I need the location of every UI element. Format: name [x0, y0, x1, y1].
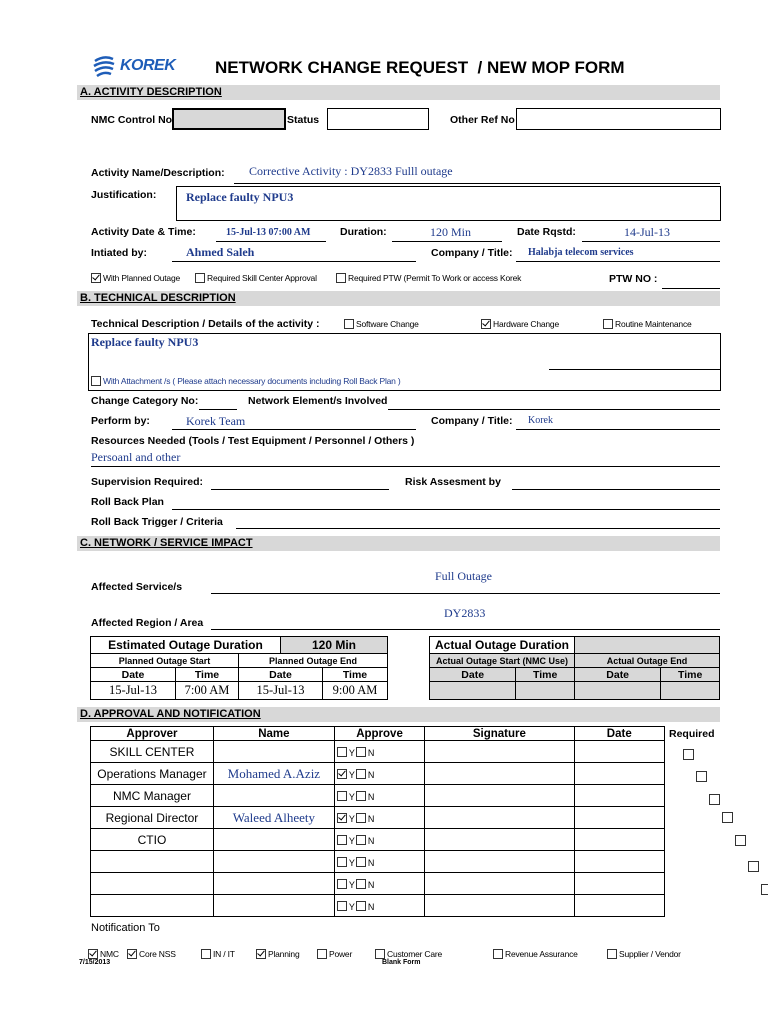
ptw-no-line	[662, 288, 720, 289]
ptw-checkbox[interactable]: Required PTW (Permit To Work or access Korek	[336, 269, 521, 287]
approver-cell: CTIO	[91, 829, 214, 851]
actual-end-time-cell[interactable]	[661, 682, 720, 700]
change-category-line	[199, 409, 237, 410]
network-element-label: Network Element/s Involved	[248, 395, 388, 407]
affected-region-value: DY2833	[444, 606, 486, 620]
end-date-value: 15-Jul-13	[239, 682, 323, 700]
approval-row	[91, 829, 665, 851]
rollback-trigger-line	[236, 528, 720, 529]
software-check-icon	[344, 319, 354, 329]
affected-service-value: Full Outage	[435, 569, 492, 583]
approve-no-checkbox[interactable]	[356, 747, 366, 757]
notify-label: IN / IT	[213, 948, 235, 959]
approve-yes-checkbox[interactable]	[337, 791, 347, 801]
perform-by-label: Perform by:	[91, 415, 150, 427]
company-value-b: Korek	[528, 415, 553, 426]
approve-cell	[334, 873, 424, 895]
duration-value: 120 Min	[430, 225, 472, 239]
start-date-header: Date	[91, 668, 176, 682]
approval-row	[91, 873, 665, 895]
perform-by-value: Korek Team	[186, 414, 246, 428]
actual-outage-title: Actual Outage Duration	[430, 637, 575, 654]
actual-start-time-cell[interactable]	[516, 682, 575, 700]
name-cell[interactable]: Waleed Alheety	[213, 807, 334, 829]
notify-label: Supplier / Vendor	[619, 948, 681, 959]
actual-outage-table	[429, 636, 720, 700]
resources-line	[91, 466, 720, 467]
actual-start-time-header: Time	[516, 668, 575, 682]
notify-check-icon	[317, 949, 327, 959]
duration-line	[392, 241, 502, 242]
estimated-outage-duration: 120 Min	[280, 637, 387, 654]
no-label: N	[367, 769, 375, 780]
notify-checkbox[interactable]	[127, 945, 176, 963]
notify-label: Power	[329, 948, 353, 959]
change-category-label: Change Category No:	[91, 395, 199, 407]
approval-row	[91, 807, 665, 829]
approver-cell: Regional Director	[91, 807, 214, 829]
required-checkbox[interactable]	[748, 861, 759, 872]
tech-desc-value: Replace faulty NPU3	[91, 335, 199, 349]
approver-cell: SKILL CENTER	[91, 741, 214, 763]
name-cell[interactable]	[213, 785, 334, 807]
date-cell[interactable]	[574, 829, 664, 851]
notify-checkbox[interactable]	[201, 945, 235, 963]
notify-label: Planning	[268, 948, 300, 959]
approver-cell	[91, 895, 214, 917]
company-label-b: Company / Title:	[431, 415, 513, 427]
approve-no-checkbox[interactable]	[356, 835, 366, 845]
approve-yes-checkbox[interactable]	[337, 747, 347, 757]
approve-no-checkbox[interactable]	[356, 901, 366, 911]
skill-center-checkbox[interactable]: Required Skill Center Approval	[195, 269, 317, 287]
no-label: N	[367, 901, 375, 912]
yes-label: Y	[348, 835, 355, 846]
notify-check-icon	[201, 949, 211, 959]
logo-text: KOREK	[120, 57, 176, 74]
signature-cell[interactable]	[425, 873, 574, 895]
date-rqstd-line	[582, 241, 720, 242]
notify-label: Core NSS	[139, 948, 176, 959]
no-label: N	[367, 857, 375, 868]
company-label-a: Company / Title:	[431, 247, 513, 259]
justification-label: Justification:	[91, 189, 157, 201]
skill-center-check-icon	[195, 273, 205, 283]
rollback-trigger-label: Roll Back Trigger / Criteria	[91, 516, 223, 528]
required-column	[0, 0, 768, 18]
notify-check-icon	[88, 949, 98, 959]
notify-label: Customer Care	[387, 948, 443, 959]
company-line-b	[516, 429, 720, 430]
activity-date-line	[216, 241, 326, 242]
duration-label: Duration:	[340, 226, 387, 238]
supervision-label: Supervision Required:	[91, 476, 204, 488]
justification-value: Replace faulty NPU3	[186, 190, 294, 204]
col-approver: Approver	[91, 727, 214, 741]
initiated-by-value: Ahmed Saleh	[186, 245, 255, 259]
section-d-header: D. APPROVAL AND NOTIFICATION	[77, 707, 720, 722]
approval-row	[91, 763, 665, 785]
required-checkbox[interactable]	[683, 749, 694, 760]
affected-service-label: Affected Service/s	[91, 581, 183, 593]
initiated-by-label: Intiated by:	[91, 247, 148, 259]
date-cell[interactable]	[574, 895, 664, 917]
actual-end-date-cell[interactable]	[574, 682, 660, 700]
page-title: NETWORK CHANGE REQUEST / NEW MOP FORM	[215, 58, 625, 77]
name-cell[interactable]	[213, 851, 334, 873]
signature-cell[interactable]	[425, 807, 574, 829]
end-time-header: Time	[323, 668, 388, 682]
tech-desc-inner-line	[549, 369, 720, 370]
affected-service-line	[211, 593, 720, 594]
required-checkbox[interactable]	[761, 884, 768, 895]
rollback-plan-label: Roll Back Plan	[91, 496, 164, 508]
date-cell[interactable]	[574, 873, 664, 895]
name-cell[interactable]	[213, 895, 334, 917]
routine-maintenance-checkbox[interactable]: Routine Maintenance	[603, 315, 692, 333]
approve-yes-checkbox[interactable]	[337, 835, 347, 845]
approval-row	[91, 851, 665, 873]
signature-cell[interactable]	[425, 741, 574, 763]
name-cell[interactable]	[213, 829, 334, 851]
risk-label: Risk Assesment by	[405, 476, 501, 488]
planned-start-header: Planned Outage Start	[91, 654, 239, 668]
approve-yes-checkbox[interactable]	[337, 813, 347, 823]
actual-end-time-header: Time	[661, 668, 720, 682]
section-a-header: A. ACTIVITY DESCRIPTION	[77, 85, 720, 100]
signature-cell[interactable]	[425, 851, 574, 873]
affected-region-label: Affected Region / Area	[91, 617, 204, 629]
col-name: Name	[213, 727, 334, 741]
notify-label: Revenue Assurance	[505, 948, 578, 959]
status-label: Status	[287, 114, 320, 126]
approve-cell	[334, 785, 424, 807]
date-rqstd-value: 14-Jul-13	[624, 225, 670, 239]
activity-date-value: 15-Jul-13 07:00 AM	[226, 227, 311, 238]
required-checkbox[interactable]	[735, 835, 746, 846]
approve-no-checkbox[interactable]	[356, 879, 366, 889]
notify-checkbox[interactable]	[607, 945, 681, 963]
risk-line	[512, 489, 720, 490]
supervision-line	[211, 489, 389, 490]
resources-label: Resources Needed (Tools / Test Equipment / Personnel / Others )	[91, 435, 415, 447]
affected-region-line	[211, 629, 720, 630]
yes-label: Y	[348, 813, 355, 824]
no-label: N	[367, 813, 375, 824]
approve-cell	[334, 895, 424, 917]
notification-label: Notification To	[91, 922, 160, 934]
approve-yes-checkbox[interactable]	[337, 769, 347, 779]
date-cell[interactable]	[574, 741, 664, 763]
company-value-a: Halabja telecom services	[528, 247, 634, 258]
approve-yes-checkbox[interactable]	[337, 901, 347, 911]
approval-row	[91, 785, 665, 807]
approve-no-checkbox[interactable]	[356, 791, 366, 801]
attachment-checkbox[interactable]: With Attachment /s ( Please attach necessary documents including Roll Back Plan )	[91, 372, 401, 390]
signature-cell[interactable]	[425, 763, 574, 785]
notify-check-icon	[493, 949, 503, 959]
notify-check-icon	[127, 949, 137, 959]
approver-cell	[91, 851, 214, 873]
section-c-header: C. NETWORK / SERVICE IMPACT	[77, 536, 720, 551]
estimated-outage-table	[90, 636, 388, 700]
approve-cell	[334, 829, 424, 851]
yes-label: Y	[348, 879, 355, 890]
network-element-line	[388, 409, 720, 410]
date-rqstd-label: Date Rqstd:	[517, 226, 576, 238]
no-label: N	[367, 791, 375, 802]
nmc-control-label: NMC Control No	[91, 114, 173, 126]
approve-yes-checkbox[interactable]	[337, 857, 347, 867]
end-time-value: 9:00 AM	[323, 682, 388, 700]
approve-cell	[334, 763, 424, 785]
planned-outage-checkbox[interactable]: With Planned Outage	[91, 269, 180, 287]
actual-end-header: Actual Outage End	[574, 654, 719, 668]
routine-check-icon	[603, 319, 613, 329]
company-line-a	[516, 261, 720, 262]
resources-value: Persoanl and other	[91, 450, 181, 464]
approve-cell	[334, 807, 424, 829]
yes-label: Y	[348, 769, 355, 780]
required-checkbox[interactable]	[722, 812, 733, 823]
activity-date-label: Activity Date & Time:	[91, 226, 196, 238]
notify-check-icon	[256, 949, 266, 959]
required-checkbox[interactable]	[696, 771, 707, 782]
footer-form-name: Blank Form	[382, 959, 421, 966]
date-cell[interactable]	[574, 807, 664, 829]
col-required: Required	[669, 728, 715, 740]
notify-checkbox[interactable]	[317, 945, 352, 963]
date-cell[interactable]	[574, 763, 664, 785]
actual-outage-duration[interactable]	[574, 637, 719, 654]
end-date-header: Date	[239, 668, 323, 682]
col-signature: Signature	[425, 727, 574, 741]
start-time-value: 7:00 AM	[176, 682, 239, 700]
korek-swirl-icon	[92, 55, 116, 79]
planned-outage-check-icon	[91, 273, 101, 283]
planned-end-header: Planned Outage End	[239, 654, 388, 668]
no-label: N	[367, 835, 375, 846]
required-checkbox[interactable]	[709, 794, 720, 805]
signature-cell[interactable]	[425, 829, 574, 851]
yes-label: Y	[348, 901, 355, 912]
name-cell[interactable]: Mohamed A.Aziz	[213, 763, 334, 785]
other-ref-input[interactable]	[516, 108, 721, 130]
hardware-change-checkbox[interactable]: Hardware Change	[481, 315, 559, 333]
start-date-value: 15-Jul-13	[91, 682, 176, 700]
approve-no-checkbox[interactable]	[356, 813, 366, 823]
actual-start-date-cell[interactable]	[430, 682, 516, 700]
approve-yes-checkbox[interactable]	[337, 879, 347, 889]
approve-cell	[334, 741, 424, 763]
col-approve: Approve	[334, 727, 424, 741]
initiated-by-line	[172, 261, 416, 262]
approval-row	[91, 741, 665, 763]
footer-date: 7/15/2013	[79, 959, 111, 966]
start-time-header: Time	[176, 668, 239, 682]
korek-logo	[92, 55, 182, 79]
activity-name-label: Activity Name/Description:	[91, 167, 225, 179]
approve-cell	[334, 851, 424, 873]
notify-checkbox[interactable]	[256, 945, 299, 963]
signature-cell[interactable]	[425, 895, 574, 917]
perform-by-line	[172, 429, 416, 430]
status-input[interactable]	[327, 108, 429, 130]
approver-cell: NMC Manager	[91, 785, 214, 807]
signature-cell[interactable]	[425, 785, 574, 807]
rollback-plan-line	[172, 509, 720, 510]
actual-start-date-header: Date	[430, 668, 516, 682]
actual-end-date-header: Date	[574, 668, 660, 682]
nmc-control-input[interactable]	[172, 108, 286, 130]
approval-table	[90, 726, 665, 917]
approve-no-checkbox[interactable]	[356, 857, 366, 867]
approver-cell: Operations Manager	[91, 763, 214, 785]
col-date: Date	[574, 727, 664, 741]
ptw-check-icon	[336, 273, 346, 283]
approver-cell	[91, 873, 214, 895]
attachment-check-icon	[91, 376, 101, 386]
no-label: N	[367, 879, 375, 890]
date-cell[interactable]	[574, 785, 664, 807]
approve-no-checkbox[interactable]	[356, 769, 366, 779]
ptw-no-label: PTW NO :	[609, 273, 658, 285]
tech-desc-label: Technical Description / Details of the activity :	[91, 318, 320, 330]
activity-name-line	[234, 183, 720, 184]
no-label: N	[367, 747, 375, 758]
name-cell[interactable]	[213, 873, 334, 895]
software-change-checkbox[interactable]: Software Change	[344, 315, 419, 333]
activity-name-value: Corrective Activity : DY2833 Fulll outage	[249, 164, 453, 178]
yes-label: Y	[348, 857, 355, 868]
estimated-outage-title: Estimated Outage Duration	[91, 637, 281, 654]
actual-start-header: Actual Outage Start (NMC Use)	[430, 654, 575, 668]
yes-label: Y	[348, 791, 355, 802]
hardware-check-icon	[481, 319, 491, 329]
other-ref-label: Other Ref No	[450, 114, 515, 126]
notify-check-icon	[375, 949, 385, 959]
date-cell[interactable]	[574, 851, 664, 873]
section-b-header: B. TECHNICAL DESCRIPTION	[77, 291, 720, 306]
yes-label: Y	[348, 747, 355, 758]
notify-check-icon	[607, 949, 617, 959]
name-cell[interactable]	[213, 741, 334, 763]
approval-row	[91, 895, 665, 917]
notify-label: NMC	[100, 948, 119, 959]
notify-checkbox[interactable]	[493, 945, 578, 963]
